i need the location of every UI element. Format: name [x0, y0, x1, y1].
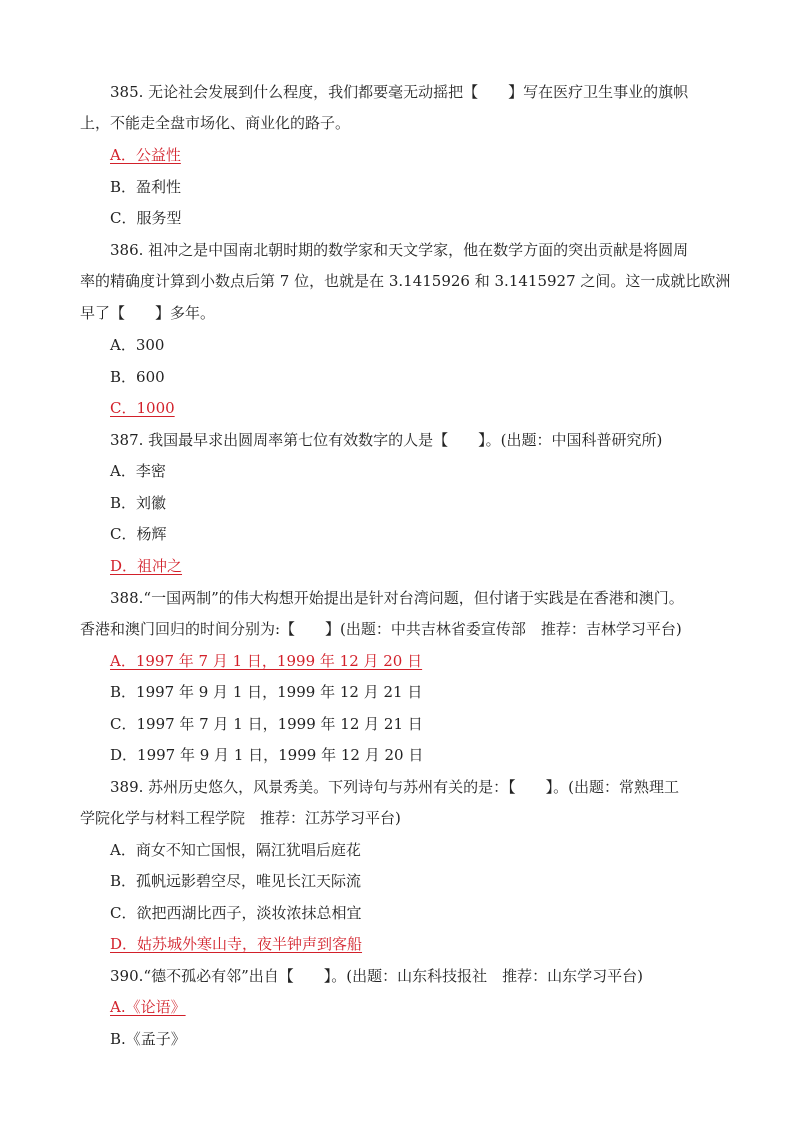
option-389-c: C．欲把西湖比西子，淡妆浓抹总相宜: [110, 904, 362, 922]
question-389-line-2: 学院化学与材料工程学院 推荐：江苏学习平台): [80, 809, 401, 827]
option-388-a: A．1997 年 7 月 1 日，1999 年 12 月 20 日: [110, 652, 423, 670]
option-385-b: B．盈利性: [110, 178, 182, 196]
option-385-a: A．公益性: [110, 146, 181, 164]
question-386-line-3: 早了【 】多年。: [80, 304, 216, 322]
question-387-line-1: 387. 我国最早求出圆周率第七位有效数字的人是【 】。(出题：中国科普研究所): [110, 431, 663, 449]
question-388-line-2: 香港和澳门回归的时间分别为:【 】(出题：中共吉林省委宣传部 推荐：吉林学习平台): [80, 620, 682, 638]
question-389-line-1: 389. 苏州历史悠久，风景秀美。下列诗句与苏州有关的是：【 】。(出题：常熟理工: [110, 778, 680, 796]
question-386-line-1: 386. 祖冲之是中国南北朝时期的数学家和天文学家，他在数学方面的突出贡献是将圆周: [110, 241, 689, 259]
question-390-line-1: 390.“德不孤必有邻”出自【 】。(出题：山东科技报社 推荐：山东学习平台): [110, 967, 643, 985]
option-386-b: B．600: [110, 368, 165, 386]
option-387-d: D．祖冲之: [110, 557, 183, 575]
option-387-c: C．杨辉: [110, 525, 167, 543]
question-385-line-2: 上，不能走全盘市场化、商业化的路子。: [80, 114, 351, 132]
question-386-line-2: 率的精确度计算到小数点后第 7 位，也就是在 3.1415926 和 3.1415927 之间。这一成就比欧洲: [80, 272, 731, 290]
option-387-a: A．李密: [110, 462, 166, 480]
option-388-b: B．1997 年 9 月 1 日，1999 年 12 月 21 日: [110, 683, 423, 701]
option-390-a: A.《论语》: [110, 998, 186, 1016]
option-389-b: B．孤帆远影碧空尽，唯见长江天际流: [110, 872, 362, 890]
option-389-a: A．商女不知亡国恨，隔江犹唱后庭花: [110, 841, 361, 859]
option-386-a: A．300: [110, 336, 165, 354]
option-389-d: D．姑苏城外寒山寺，夜半钟声到客船: [110, 935, 363, 953]
question-385-line-1: 385. 无论社会发展到什么程度，我们都要毫无动摇把【 】写在医疗卫生事业的旗帜: [110, 83, 689, 101]
option-390-b: B.《孟子》: [110, 1030, 186, 1048]
option-388-c: C．1997 年 7 月 1 日，1999 年 12 月 21 日: [110, 715, 423, 733]
option-388-d: D．1997 年 9 月 1 日，1999 年 12 月 20 日: [110, 746, 424, 764]
question-388-line-1: 388.“一国两制”的伟大构想开始提出是针对台湾问题，但付诸于实践是在香港和澳门。: [110, 589, 684, 607]
option-387-b: B．刘徽: [110, 494, 167, 512]
option-386-c: C．1000: [110, 399, 175, 417]
option-385-c: C．服务型: [110, 209, 182, 227]
